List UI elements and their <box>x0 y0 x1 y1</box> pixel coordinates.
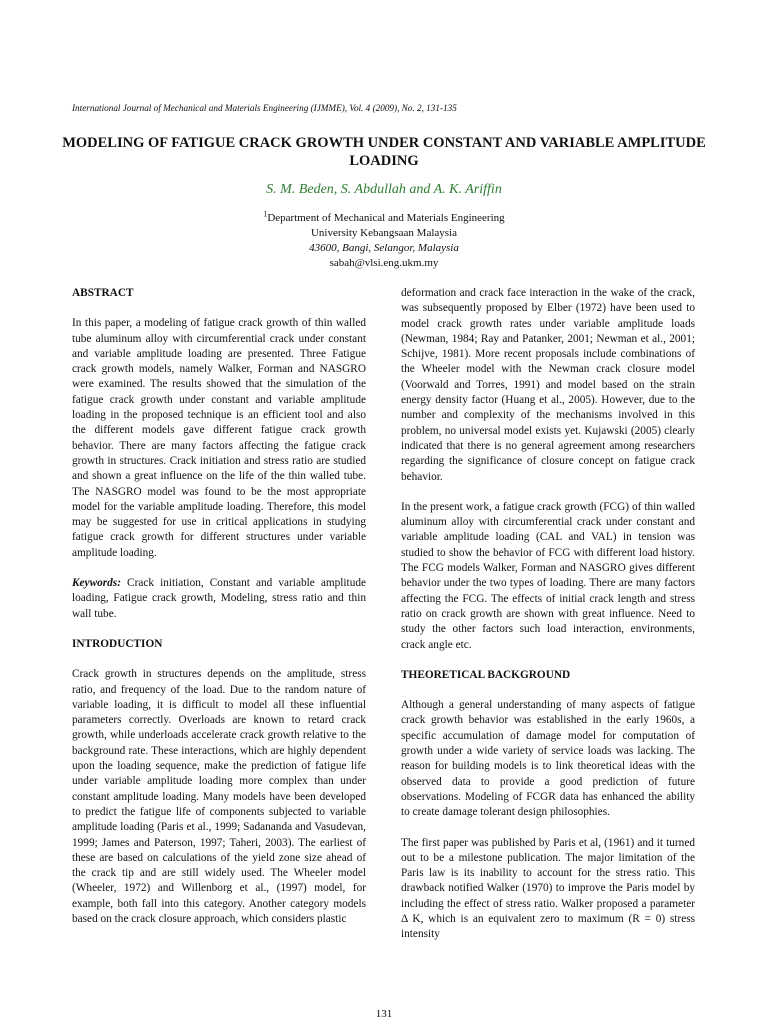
authors: S. M. Beden, S. Abdullah and A. K. Ariffin <box>266 182 502 197</box>
intro-continuation-paragraph: deformation and crack face interaction in the wake of the crack, was subsequently proposed by Elber (1972) have been used to model crack growth rates under variable amplitude loads (Newman, 1984; Ray and Patanker, 2001; Newman et al., 2001; Schijve, 1981). More recent proposals include combinations of the Wheeler model with the Newman crack closure model (Voorwald and Torres, 1991) and model based on the strain energy density factor (Huang et al., 2005). However, due to the number and complexity of the mechanisms involved in this problem, no universal model exists yet. Kujawski (2005) clearly indicated that there is no general agreement among researchers regarding the significance of closure concept on fatigue crack behavior. <box>401 287 695 483</box>
theory-paragraph-1: Although a general understanding of many aspects of fatigue crack growth behavior was established in the early 1960s, a specific accumulation of damage model for computation of growth under a wide variety of service loads was lacking. The reason for building models is to link theoretical ideas with the observed data to provide a good prediction of future observations. Modeling of FCGR data has enhanced the ability to create damage tolerant design philosophies. <box>401 699 695 819</box>
affiliation-address: 43600, Bangi, Selangor, Malaysia <box>309 242 459 254</box>
affiliation-department: $^1$Department of Mechanical and Materials Engineering <box>263 209 505 224</box>
keywords <box>72 576 366 622</box>
keywords-label: Keywords: <box>72 577 121 590</box>
introduction-heading: INTRODUCTION <box>72 637 163 650</box>
journal-citation: International Journal of Mechanical and Materials Engineering (IJMME), Vol. 4 (2009), No. 2, 131-135 <box>72 103 457 113</box>
abstract-text: In this paper, a modeling of fatigue crack growth of thin walled tube aluminum alloy with circumferential crack under constant and variable amplitude loading are presented. Three Fatigue crack growth models, namely Walker, Forman and NASGRO were examined. The results showed that the simulation of the fatigue crack growth under constant and variable amplitude loading in the proposed technique is an efficient tool and also the different models gave different fatigue crack growth behavior. There are many factors affecting the fatigue crack growth in structures. Crack initiation and stress ratio are studied and shown a great influence on the life of the thin walled tube. The NASGRO model was found to be the most appropriate model for the variable amplitude loading. Therefore, this model may be suggested for use in critical applications in studying fatigue crack growth for different structures under variable amplitude loading. <box>72 317 366 559</box>
left-column <box>72 286 366 942</box>
paper-title: MODELING OF FATIGUE CRACK GROWTH UNDER CONSTANT AND VARIABLE AMPLITUDE LOADING <box>62 135 706 169</box>
keywords-text: Crack initiation, Constant and variable amplitude loading, Fatigue crack growth, Modeling, stress ratio and thin wall tube. <box>72 577 366 620</box>
affiliation-university: University Kebangsaan Malaysia <box>310 227 457 239</box>
present-work-paragraph: In the present work, a fatigue crack growth (FCG) of thin walled aluminum alloy with circumferential crack under constant and variable amplitude loading (CAL and VAL) in tension was studied to show the behavior of FCG with different load history. The FCG models Walker, Forman and NASGRO gives different behavior under the two types of loading. There are many factors affecting the FCG. The effects of initial crack length and stress ratio on crack growth are shown with great influence. Need to study the other factors such load interaction, environments, crack angle etc. <box>401 500 695 651</box>
introduction-text: Crack growth in structures depends on the amplitude, stress ratio, and frequency of the load. Due to the random nature of variable loading, it is difficult to model all these influential parameters correctly. Overloads are known to retard crack growth, while underloads accelerate crack growth relative to the background rate. These interactions, which are highly dependent upon the loading sequence, make the prediction of fatigue life under variable amplitude loading more complex than under constant amplitude loading. Many models have been developed to predict the fatigue life of components subjected to variable amplitude loading (Paris et al., 1999; Sadananda and Vasudevan, 1999; James and Paterson, 1997; Taheri, 2003). The earliest of these are based on calculations of the yield zone size ahead of the crack tip and are still widely used. The Wheeler model (Wheeler, 1972) and Willenborg et al., (1997) model, for example, both fall into this category. Another category models based on the crack closure approach, which considers plastic <box>72 668 366 925</box>
page-number: 131 <box>375 1008 393 1020</box>
affiliation-email: sabah@vlsi.eng.ukm.my <box>329 257 439 269</box>
affiliation <box>60 211 708 271</box>
right-column <box>401 286 695 958</box>
theory-paragraph-2: The first paper was published by Paris et al, (1961) and it turned out to be a milestone publication. The major limitation of the Paris law is its inability to account for the stress ratio. This drawback notified Walker (1970) to improve the Paris model by including the effect of stress ratio. Walker proposed a parameter Δ K, which is an equivalent zero to maximum (R = 0) stress intensity <box>401 836 695 941</box>
affiliation-superscript: 1 <box>263 209 268 219</box>
theoretical-background-heading: THEORETICAL BACKGROUND <box>401 668 571 681</box>
abstract-heading: ABSTRACT <box>72 287 134 299</box>
